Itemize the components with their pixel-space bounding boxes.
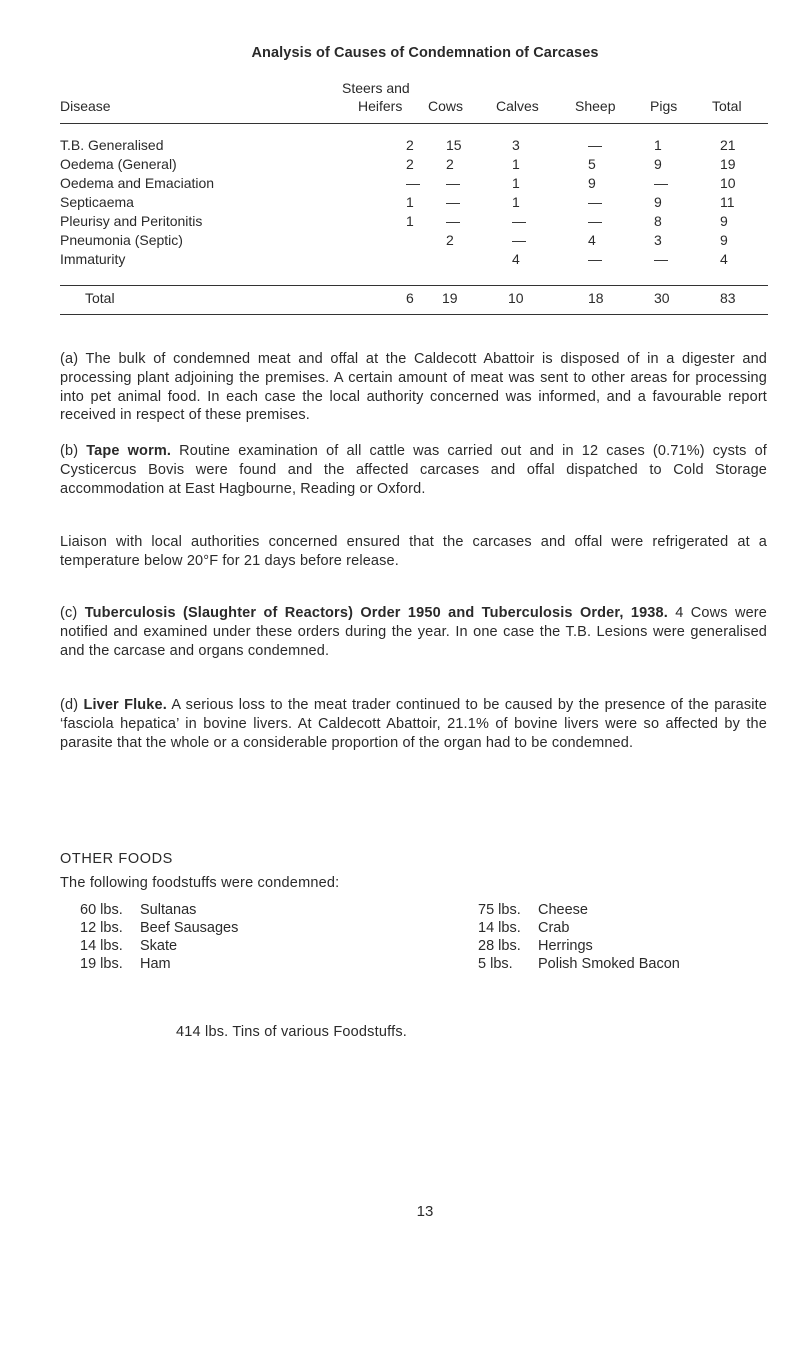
- other-foods-total: 414 lbs. Tins of various Foodstuffs.: [176, 1024, 407, 1040]
- table-row: [60, 194, 780, 210]
- food-item: [80, 956, 171, 972]
- cell-sheep: —: [588, 213, 602, 229]
- header-steers-line1: Steers and: [342, 80, 410, 96]
- table-row: [60, 175, 780, 191]
- disease-name: Oedema (General): [60, 156, 177, 172]
- cell-calves: —: [512, 232, 526, 248]
- cell-steers: 2: [406, 156, 414, 172]
- cell-sheep: 9: [588, 175, 596, 191]
- other-foods-heading: OTHER FOODS: [60, 851, 173, 867]
- cell-total: 10: [720, 175, 736, 191]
- header-sheep: Sheep: [575, 98, 616, 114]
- paragraph-d-heading: Liver Fluke.: [83, 697, 167, 713]
- page-number: 13: [416, 1203, 434, 1220]
- cell-pigs: —: [654, 251, 668, 267]
- food-item: [80, 938, 177, 954]
- food-name: Skate: [140, 938, 178, 954]
- cell-cows: 15: [446, 137, 462, 153]
- cell-sheep: 5: [588, 156, 596, 172]
- cell-total: 4: [720, 251, 728, 267]
- total-calves: 10: [508, 290, 524, 306]
- paragraph-c-prefix: (c): [60, 605, 85, 621]
- food-quantity: 5 lbs.: [478, 956, 513, 972]
- total-pigs: 30: [654, 290, 670, 306]
- cell-pigs: 3: [654, 232, 662, 248]
- cell-total: 21: [720, 137, 736, 153]
- cell-pigs: 9: [654, 156, 662, 172]
- total-steers: 6: [406, 290, 414, 306]
- food-item: [80, 902, 196, 918]
- food-quantity: 28 lbs.: [478, 938, 521, 954]
- paragraph-c-heading: Tuberculosis (Slaughter of Reactors) Order 1950 and Tuberculosis Order, 1938.: [84, 605, 668, 621]
- food-quantity: 14 lbs.: [80, 938, 123, 954]
- cell-calves: 4: [512, 251, 520, 267]
- cell-sheep: 4: [588, 232, 596, 248]
- paragraph-d: [60, 696, 767, 752]
- paragraph-liaison: Liaison with local authorities concerned ensured that the carcases and offal were refrigerated at a temperature below 20°F for 21 days before release.: [60, 534, 767, 569]
- disease-name: Immaturity: [60, 251, 126, 267]
- paragraph-b-text: Routine examination of all cattle was carried out and in 12 cases (0.71%) cysts of Cysticercus Bovis were found and the affected carcases and offal dispatched to Cold Storage accommodation at East Hagbourne, Reading or Oxford.: [60, 443, 767, 497]
- disease-name: Septicaema: [60, 194, 134, 210]
- cell-calves: 1: [512, 175, 520, 191]
- cell-cows: 2: [446, 232, 454, 248]
- food-quantity: 14 lbs.: [478, 920, 521, 936]
- paragraph-a: (a) The bulk of condemned meat and offal at the Caldecott Abattoir is disposed of in a digester and processing plant adjoining the premises. A certain amount of meat was sent to other areas for processing into pet animal food. In each case the local authority concerned was informed, and a favourable report received in respect of these premises.: [60, 351, 767, 424]
- cell-steers: 1: [406, 213, 414, 229]
- header-rule: [60, 123, 768, 124]
- cell-calves: —: [512, 213, 526, 229]
- cell-pigs: 1: [654, 137, 662, 153]
- table-total-row: [60, 290, 780, 306]
- total-total: 83: [720, 290, 736, 306]
- cell-calves: 1: [512, 194, 520, 210]
- paragraph-c: [60, 604, 767, 660]
- disease-name: Oedema and Emaciation: [60, 175, 215, 191]
- cell-calves: 3: [512, 137, 520, 153]
- table-title: Analysis of Causes of Condemnation of Carcases: [251, 45, 599, 61]
- header-disease: Disease: [60, 98, 111, 114]
- food-name: Beef Sausages: [140, 920, 239, 936]
- header-steers-line2: Heifers: [358, 98, 403, 114]
- cell-sheep: —: [588, 137, 602, 153]
- cell-cows: —: [446, 175, 460, 191]
- paragraph-b-heading: Tape worm.: [86, 443, 172, 459]
- header-total: Total: [712, 98, 742, 114]
- table-row: [60, 156, 780, 172]
- paragraph-d-prefix: (d): [60, 697, 84, 713]
- food-item: [478, 902, 588, 918]
- disease-name: Pleurisy and Peritonitis: [60, 213, 203, 229]
- food-name: Cheese: [538, 902, 588, 918]
- header-cows: Cows: [428, 98, 464, 114]
- food-item: [478, 956, 680, 972]
- header-pigs: Pigs: [650, 98, 678, 114]
- paragraph-b: [60, 442, 767, 498]
- disease-name: Pneumonia (Septic): [60, 232, 183, 248]
- food-quantity: 60 lbs.: [80, 902, 123, 918]
- cell-steers: —: [406, 175, 420, 191]
- paragraph-c-text: 4 Cows were notified and examined under these orders during the year. In one case the T.B. Lesions were generalised and the carcase and organs condemned.: [60, 605, 767, 659]
- table-row: [60, 251, 780, 267]
- total-sheep: 18: [588, 290, 604, 306]
- food-quantity: 12 lbs.: [80, 920, 123, 936]
- cell-steers: 1: [406, 194, 414, 210]
- table-row: [60, 232, 780, 248]
- paragraph-d-text: A serious loss to the meat trader continued to be caused by the presence of the parasite ‘fasciola hepatica’ in bovine livers. At Caldecott Abattoir, 21.1% of bovine livers were so affected by the parasite that the whole or a considerable proportion of the organ had to be condemned.: [60, 697, 767, 751]
- cell-cows: 2: [446, 156, 454, 172]
- cell-pigs: 8: [654, 213, 662, 229]
- cell-sheep: —: [588, 194, 602, 210]
- cell-sheep: —: [588, 251, 602, 267]
- header-calves: Calves: [496, 98, 539, 114]
- table-row: [60, 213, 780, 229]
- food-item: [478, 938, 593, 954]
- food-name: Crab: [538, 920, 570, 936]
- cell-pigs: 9: [654, 194, 662, 210]
- disease-name: T.B. Generalised: [60, 137, 164, 153]
- table-bottom-rule: [60, 314, 768, 315]
- food-quantity: 19 lbs.: [80, 956, 123, 972]
- cell-calves: 1: [512, 156, 520, 172]
- total-top-rule: [60, 285, 768, 286]
- cell-total: 11: [720, 194, 735, 210]
- food-name: Polish Smoked Bacon: [538, 956, 680, 972]
- cell-steers: 2: [406, 137, 414, 153]
- food-item: [80, 920, 238, 936]
- cell-cows: —: [446, 213, 460, 229]
- food-name: Sultanas: [140, 902, 197, 918]
- other-foods-intro: The following foodstuffs were condemned:: [60, 875, 340, 891]
- total-label: Total: [85, 290, 115, 306]
- food-quantity: 75 lbs.: [478, 902, 521, 918]
- total-cows: 19: [442, 290, 458, 306]
- cell-pigs: —: [654, 175, 668, 191]
- cell-total: 9: [720, 213, 728, 229]
- paragraph-b-prefix: (b): [60, 443, 87, 459]
- cell-total: 9: [720, 232, 728, 248]
- food-name: Herrings: [538, 938, 593, 954]
- food-item: [478, 920, 569, 936]
- food-name: Ham: [140, 956, 171, 972]
- cell-total: 19: [720, 156, 736, 172]
- table-row: [60, 137, 780, 153]
- cell-cows: —: [446, 194, 460, 210]
